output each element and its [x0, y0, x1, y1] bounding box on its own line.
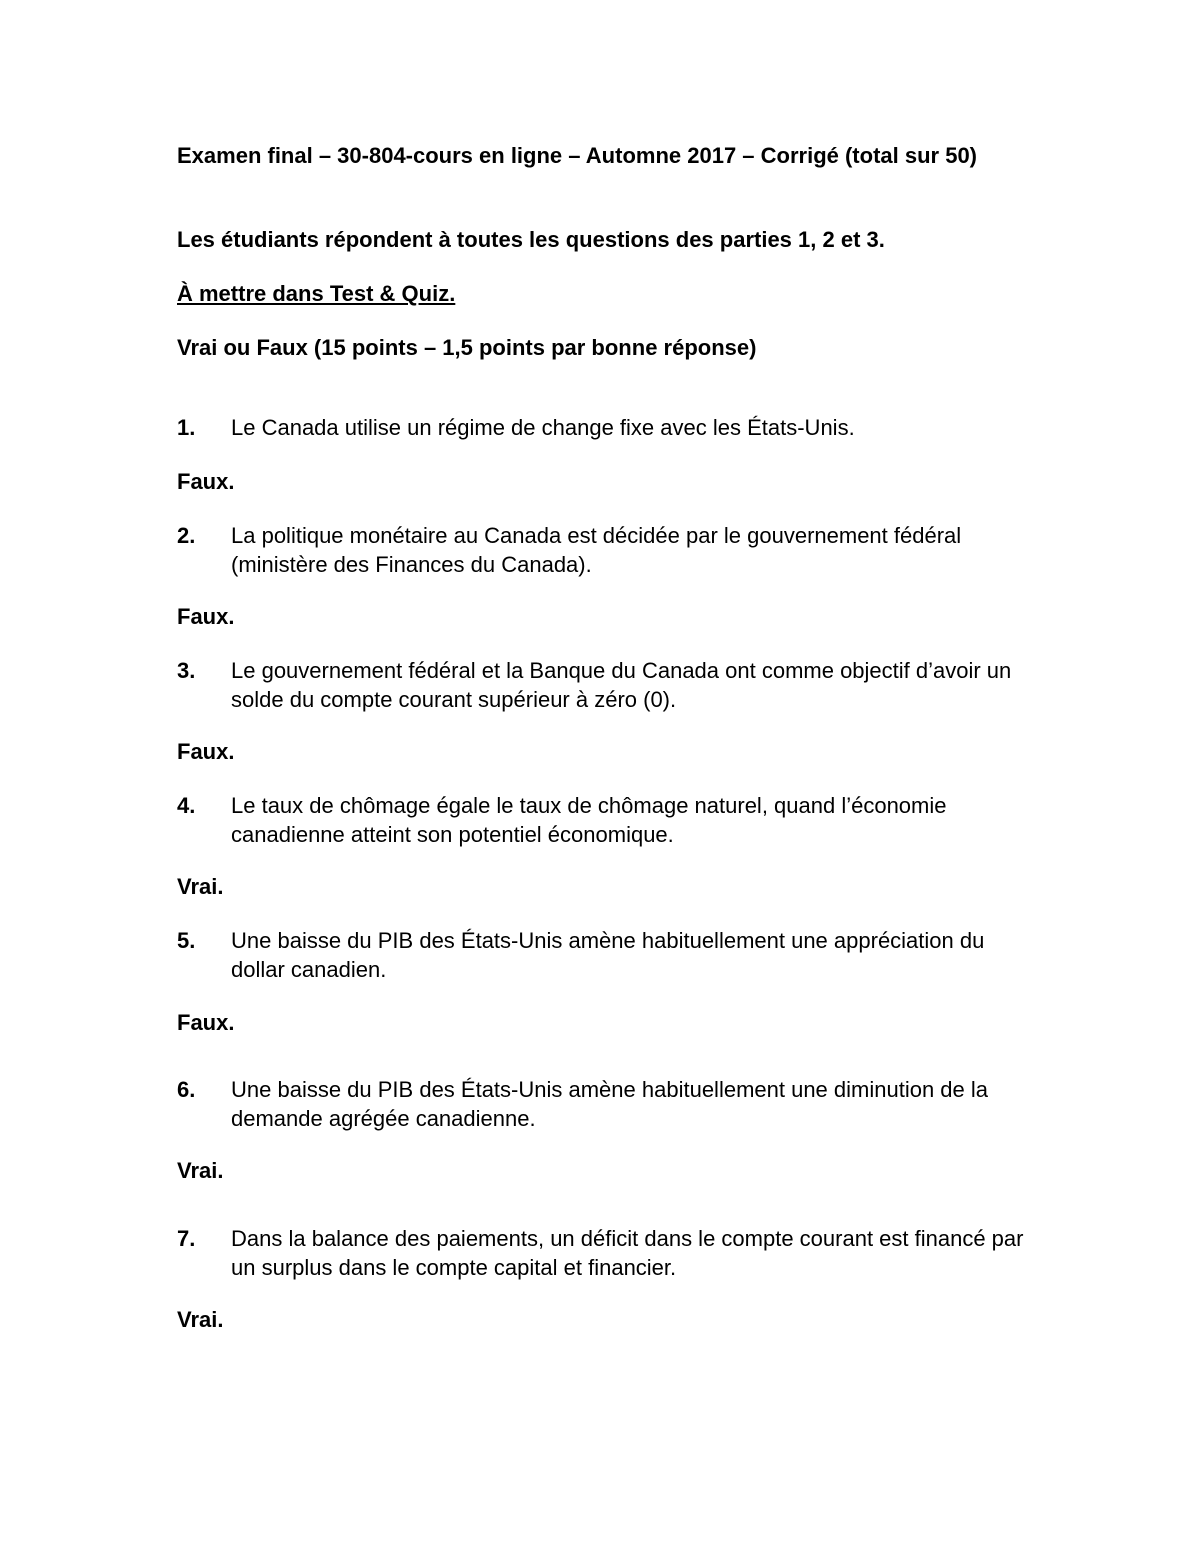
question-text: Une baisse du PIB des États-Unis amène habituellement une diminution de la demande agrégée canadienne. — [231, 1077, 989, 1131]
test-quiz-note: À mettre dans Test & Quiz. — [177, 281, 456, 306]
question-answer: Vrai. — [177, 1307, 224, 1332]
question-number: 2. — [177, 523, 196, 548]
question-number: 5. — [177, 928, 196, 953]
question-answer: Faux. — [177, 1010, 235, 1035]
question-answer: Vrai. — [177, 1158, 224, 1183]
question-answer: Faux. — [177, 604, 235, 629]
question-text: Dans la balance des paiements, un déficit dans le compte courant est financé par un surplus dans le compte capital et financier. — [231, 1226, 1024, 1280]
question-item — [177, 926, 1037, 984]
question-number: 6. — [177, 1077, 196, 1102]
question-number: 4. — [177, 793, 196, 818]
section-heading: Vrai ou Faux (15 points – 1,5 points par bonne réponse) — [177, 335, 757, 360]
question-number: 3. — [177, 658, 196, 683]
question-number: 7. — [177, 1226, 196, 1251]
question-text: La politique monétaire au Canada est décidée par le gouvernement fédéral (ministère des Finances du Canada). — [231, 523, 962, 577]
question-answer: Faux. — [177, 739, 235, 764]
question-answer: Faux. — [177, 469, 235, 494]
question-item — [177, 413, 1037, 442]
question-answer: Vrai. — [177, 874, 224, 899]
question-item — [177, 1075, 1037, 1133]
question-item — [177, 656, 1037, 714]
question-item — [177, 1224, 1037, 1282]
question-item — [177, 521, 1037, 579]
question-text: Le Canada utilise un régime de change fixe avec les États-Unis. — [231, 415, 855, 440]
question-text: Le gouvernement fédéral et la Banque du Canada ont comme objectif d’avoir un solde du compte courant supérieur à zéro (0). — [231, 658, 1012, 712]
question-text: Une baisse du PIB des États-Unis amène habituellement une appréciation du dollar canadien. — [231, 928, 985, 982]
question-text: Le taux de chômage égale le taux de chômage naturel, quand l’économie canadienne atteint son potentiel économique. — [231, 793, 947, 847]
page-title: Examen final – 30-804-cours en ligne – Automne 2017 – Corrigé (total sur 50) — [177, 143, 978, 168]
instructions-text: Les étudiants répondent à toutes les questions des parties 1, 2 et 3. — [177, 227, 885, 252]
question-number: 1. — [177, 415, 196, 440]
question-item — [177, 791, 1037, 849]
